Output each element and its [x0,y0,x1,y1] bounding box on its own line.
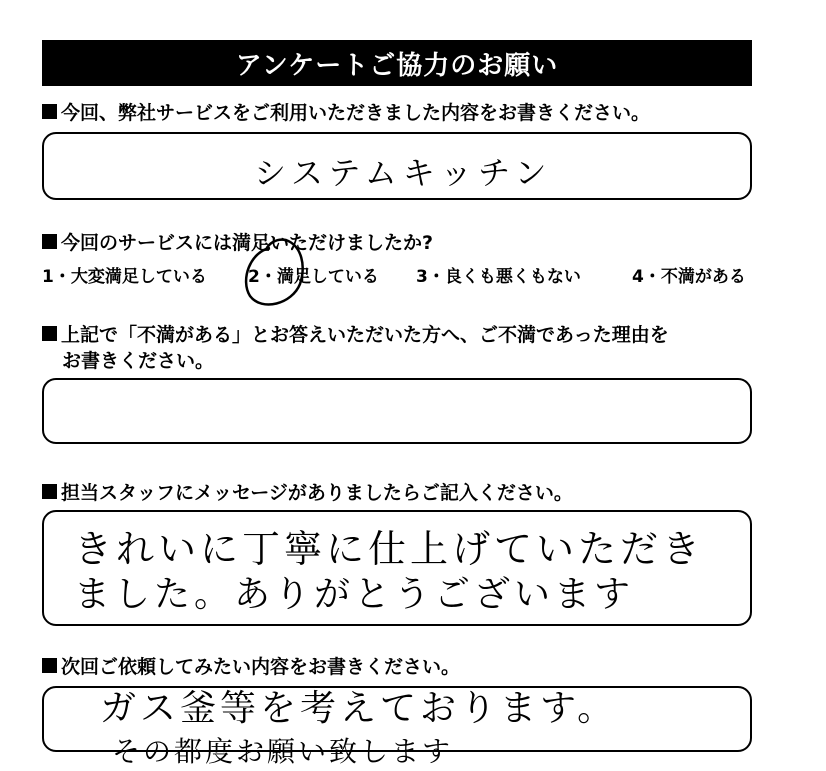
option-2[interactable]: 2・満足している [248,267,379,287]
answer-5-text-line2: その都度お願い致します [112,735,454,768]
square-bullet-icon [42,234,57,249]
question-5-label: 次回ご依頼してみたい内容をお書きください。 [61,656,461,678]
answer-4-text-line1: きれいに丁寧に仕上げていただき [74,527,705,571]
question-4-label: 担当スタッフにメッセージがありましたらご記入ください。 [61,482,573,504]
question-4 [42,478,573,505]
question-2-label: 今回のサービスには満足いただけましたか? [61,232,434,254]
question-3-label-line2: お書きください。 [62,350,215,372]
question-2 [42,228,433,255]
question-1 [42,98,650,125]
question-5 [42,652,460,679]
question-3 [42,320,669,347]
answer-box-3[interactable] [42,378,752,444]
answer-box-4[interactable] [42,510,752,626]
question-1-label: 今回、弊社サービスをご利用いただきました内容をお書きください。 [61,102,651,124]
option-4[interactable]: 4・不満がある [632,267,746,287]
answer-1-text: システムキッチン [254,154,553,192]
square-bullet-icon [42,658,57,673]
answer-4-text-line2: ました。ありがとうございます [74,574,635,615]
option-3[interactable]: 3・良くも悪くもない [416,267,581,287]
square-bullet-icon [42,326,57,341]
survey-title: アンケートご協力のお願い [42,40,752,86]
question-3-label-line1: 上記で「不満がある」とお答えいただいた方へ、ご不満であった理由を [61,324,669,346]
answer-5-text-line1: ガス釜等を考えております。 [100,688,618,729]
square-bullet-icon [42,484,57,499]
answer-box-1[interactable] [42,132,752,200]
square-bullet-icon [42,104,57,119]
option-1[interactable]: 1・大変満足している [42,267,207,287]
